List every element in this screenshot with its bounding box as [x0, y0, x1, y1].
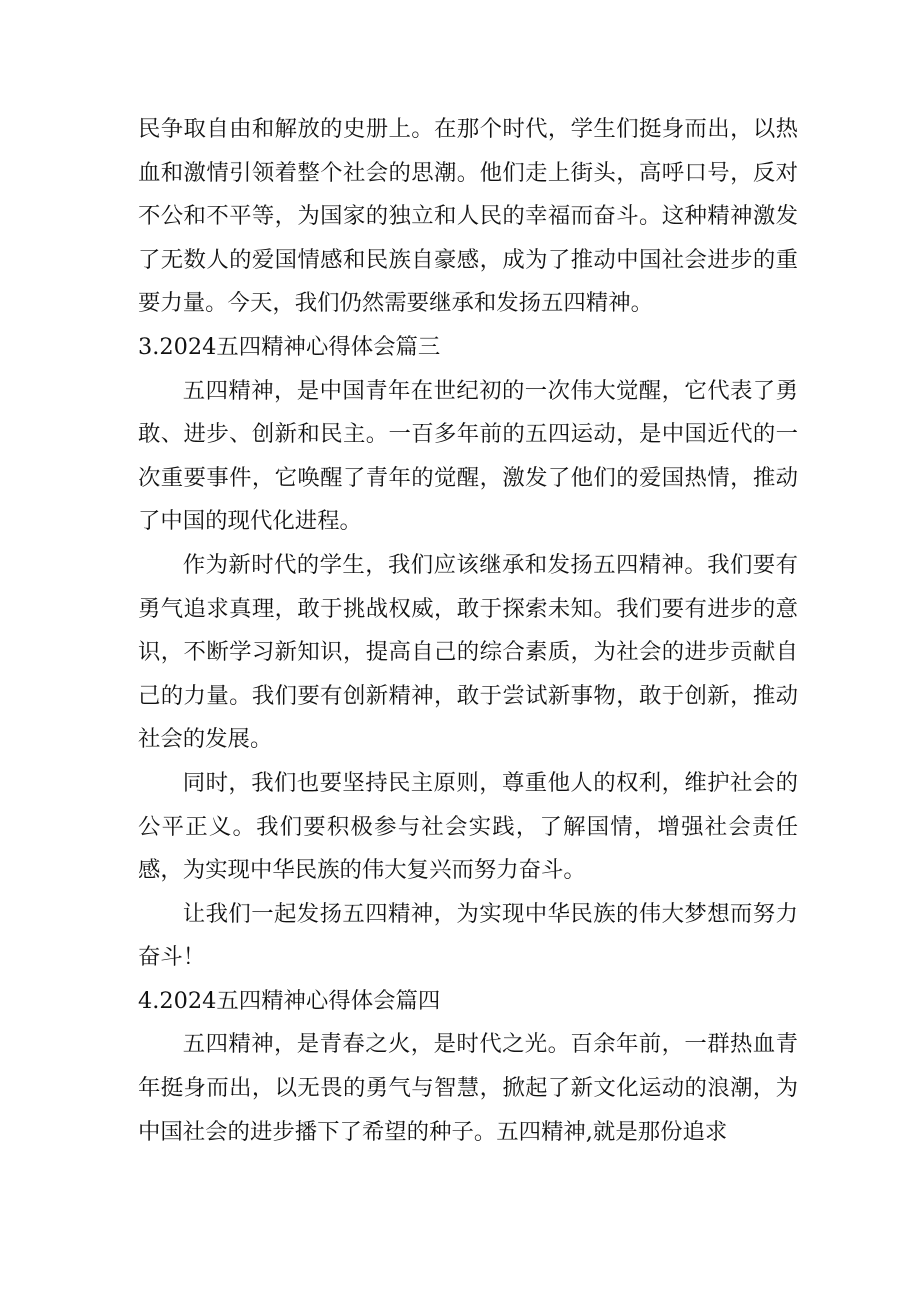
paragraph-part-four-1: 五四精神，是青春之火，是时代之光。百余年前，一群热血青年挺身而出，以无畏的勇气与智慧，掀起了新文化运动的浪潮，为中国社会的进步播下了希望的种子。五四精神,就是那份追求	[138, 1031, 798, 1145]
paragraph-part-three-3: 同时，我们也要坚持民主原则，尊重他人的权利，维护社会的公平正义。我们要积极参与社会实践，了解国情，增强社会责任感，为实现中华民族的伟大复兴而努力奋斗。	[138, 769, 798, 884]
paragraph-part-three-2: 作为新时代的学生，我们应该继承和发扬五四精神。我们要有勇气追求真理，敢于挑战权威，敢于探索未知。我们要有进步的意识，不断学习新知识，提高自己的综合素质，为社会的进步贡献自己的力量。我们要有创新精神，敢于尝试新事物，敢于创新，推动社会的发展。	[138, 551, 798, 753]
paragraph-continuation: 民争取自由和解放的史册上。在那个时代，学生们挺身而出，以热血和激情引领着整个社会的思潮。他们走上街头，高呼口号，反对不公和不平等，为国家的独立和人民的幸福而奋斗。这种精神激发了无数人的爱国情感和民族自豪感，成为了推动中国社会进步的重要力量。今天，我们仍然需要继承和发扬五四精神。	[138, 116, 798, 317]
paragraph-part-three-1: 五四精神，是中国青年在世纪初的一次伟大觉醒，它代表了勇敢、进步、创新和民主。一百多年前的五四运动，是中国近代的一次重要事件，它唤醒了青年的觉醒，激发了他们的爱国热情，推动了中国的现代化进程。	[138, 377, 798, 535]
section-heading-part-four: 4.2024五四精神心得体会篇四	[138, 987, 441, 1014]
section-heading-part-three: 3.2024五四精神心得体会篇三	[138, 333, 441, 360]
paragraph-part-three-4: 让我们一起发扬五四精神，为实现中华民族的伟大梦想而努力奋斗！	[138, 900, 798, 971]
document-page	[138, 108, 798, 1154]
